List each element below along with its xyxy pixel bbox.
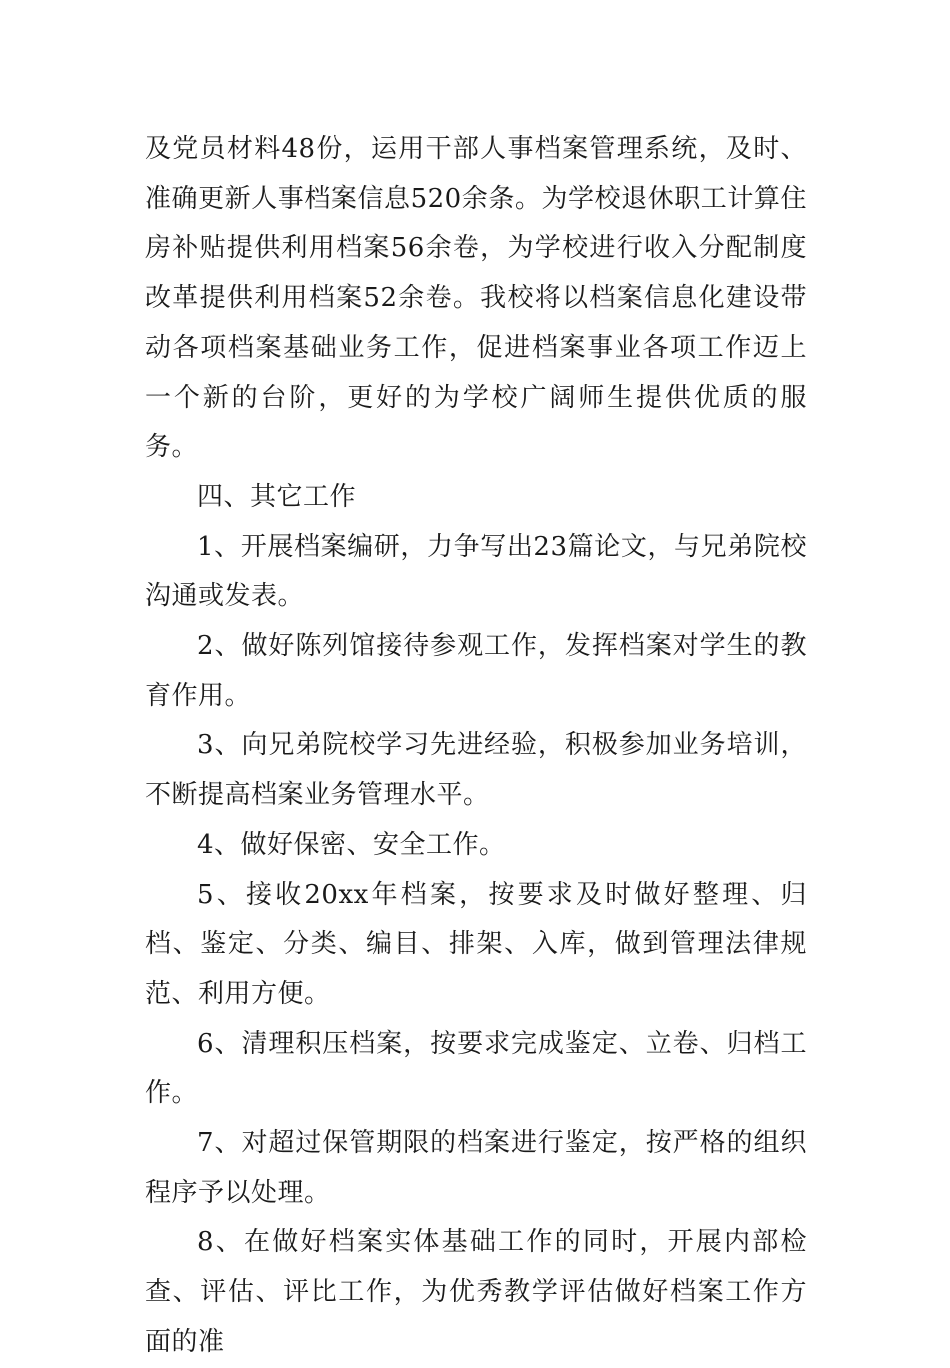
list-item-6: 6、清理积压档案，按要求完成鉴定、立卷、归档工作。 — [145, 1028, 807, 1109]
body-paragraph-1: 及党员材料48份，运用干部人事档案管理系统，及时、准确更新人事档案信息520余条。为学校退休职工计算住房补贴提供利用档案56余卷，为学校进行收入分配制度改革提供利用档案52余卷。我校将以档案信息化建设带动各项档案基础业务工作，促进档案事业各项工作迈上一个新的台阶，更好的为学校广阔师生提供优质的服务。 — [145, 134, 807, 463]
document-page — [145, 125, 807, 1368]
section-heading-other-work: 四、其它工作 — [197, 481, 357, 512]
list-item-8: 8、在做好档案实体基础工作的同时，开展内部检查、评估、评比工作，为优秀教学评估做好档案工作方面的准 — [145, 1227, 807, 1357]
list-item-4: 4、做好保密、安全工作。 — [197, 829, 506, 860]
list-item-3: 3、向兄弟院校学习先进经验，积极参加业务培训，不断提高档案业务管理水平。 — [145, 730, 807, 811]
list-item-2: 2、做好陈列馆接待参观工作，发挥档案对学生的教育作用。 — [145, 631, 807, 711]
list-item-7: 7、对超过保管期限的档案进行鉴定，按严格的组织程序予以处理。 — [145, 1128, 807, 1208]
list-item-5: 5、接收20xx年档案，按要求及时做好整理、归档、鉴定、分类、编目、排架、入库，做到管理法律规范、利用方便。 — [145, 879, 807, 1009]
list-item-1: 1、开展档案编研，力争写出23篇论文，与兄弟院校沟通或发表。 — [145, 531, 807, 612]
